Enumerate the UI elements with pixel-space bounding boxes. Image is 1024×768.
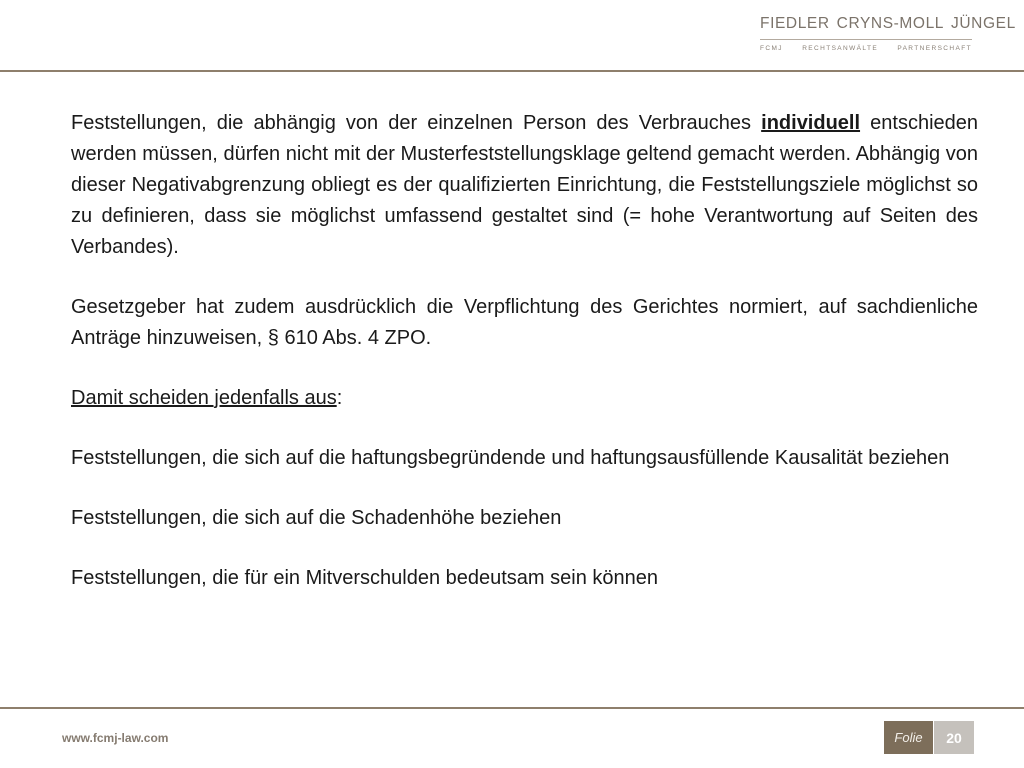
- page-number-box: [934, 721, 974, 754]
- paragraph-individual-determinations: [71, 108, 978, 263]
- firm-logo: [760, 14, 1016, 52]
- logo-name-cryns-moll: CRYNS-MOLL: [836, 15, 945, 32]
- logo-firm-names: [760, 14, 1016, 34]
- paragraph-text: Feststellungen, die abhängig von der einzelnen Person des Verbrauches: [71, 112, 762, 134]
- underlined-heading: Damit scheiden jedenfalls aus: [71, 387, 337, 409]
- paragraph-causality: Feststellungen, die sich auf die haftungsbegründende und haftungsausfüllende Kausalität beziehen: [71, 447, 950, 469]
- logo-sub-rechtsanwaelte: RECHTSANWÄLTE: [802, 45, 879, 52]
- header-divider: [0, 70, 1024, 72]
- paragraph-text: entschieden werden müssen, dürfen nicht mit der Musterfeststellungsklage geltend gemacht werden. Abhängig von dieser Negativabgrenzung obliegt es der qualifizierten Einrichtung, die Feststellungsziele möglichst so zu definieren, dass sie möglichst umfassend gestaltet sind (= hohe Verantwortung auf Seiten des Verbandes).: [71, 112, 978, 258]
- slide-body: [71, 108, 978, 623]
- folie-label: Folie: [894, 730, 923, 745]
- paragraph-damage-amount: Feststellungen, die sich auf die Schadenhöhe beziehen: [71, 507, 562, 529]
- logo-name-fiedler: FIEDLER: [760, 15, 830, 32]
- logo-name-juengel: JÜNGEL: [951, 15, 1016, 32]
- folie-label-box: [884, 721, 933, 754]
- logo-divider: [760, 39, 972, 40]
- logo-sub-partnerschaft: PARTNERSCHAFT: [897, 45, 972, 52]
- paragraph-excluded-heading: [71, 383, 978, 414]
- emphasis-individuell: individuell: [761, 112, 861, 134]
- logo-subtitle: [760, 45, 972, 52]
- paragraph-court-obligation: Gesetzgeber hat zudem ausdrücklich die Verpflichtung des Gerichtes normiert, auf sachdienliche Anträge hinzuweisen, § 610 Abs. 4 ZPO.: [71, 296, 978, 349]
- footer-divider: [0, 707, 1024, 709]
- footer-website: www.fcmj-law.com: [62, 731, 169, 745]
- logo-sub-fcmj: FCMJ: [760, 45, 783, 52]
- heading-colon: :: [336, 387, 343, 409]
- page-number: 20: [946, 729, 962, 746]
- paragraph-contributory-negligence: Feststellungen, die für ein Mitverschulden bedeutsam sein können: [71, 567, 659, 589]
